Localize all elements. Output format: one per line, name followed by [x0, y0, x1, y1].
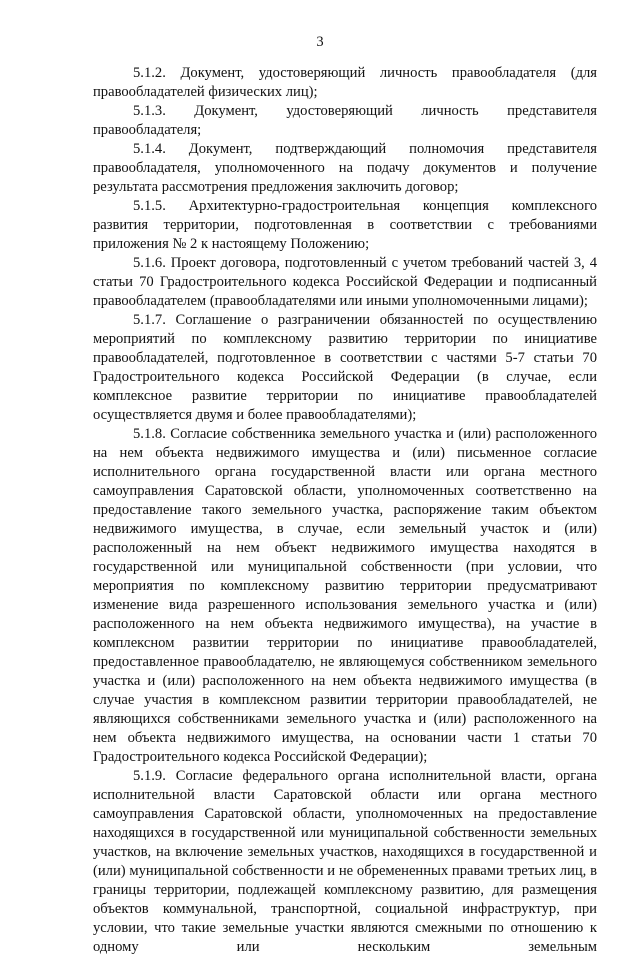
document-body — [93, 64, 597, 957]
paragraph-5-1-7: 5.1.7. Соглашение о разграничении обязанностей по осуществлению мероприятий по комплексному развитию территории по инициативе правообладателей, подготовленное в соответствии с частями 5-7 статьи 70 Градостроительного кодекса Российской Федерации (в случае, если комплексное развитие территории по инициативе правообладателей осуществляется двумя и более правообладателями); — [93, 312, 597, 423]
paragraph-5-1-8: 5.1.8. Согласие собственника земельного участка и (или) расположенного на нем объекта недвижимого имущества и (или) письменное согласие исполнительного органа государственной власти или органа местного самоуправления Саратовской области, уполномоченных соответственно на предоставление такого земельного участка, распоряжение таким объектом недвижимого имущества, в случае, если земельный участок и (или) расположенный на нем объект недвижимого имущества находятся в государственной или муниципальной собственности (при условии, что мероприятия по комплексному развитию территории предусматривают изменение вида разрешенного использования земельного участка и (или) расположенного на нем объекта недвижимого имущества), на участие в комплексном развитии территории по инициативе правообладателей, предоставленное правообладателю, не являющемуся собственником земельного участка и (или) расположенного на нем объекта недвижимого имущества (в случае участия в комплексном развитии территории правообладателей, не являющихся собственниками земельного участка и (или) расположенного на нем объекта недвижимого имущества, на основании части 1 статьи 70 Градостроительного кодекса Российской Федерации); — [93, 426, 597, 765]
paragraph-5-1-2: 5.1.2. Документ, удостоверяющий личность правообладателя (для правообладателей физических лиц); — [93, 65, 597, 100]
paragraph-5-1-4: 5.1.4. Документ, подтверждающий полномочия представителя правообладателя, уполномоченного на подачу документов и получение результата рассмотрения предложения заключить договор; — [93, 141, 597, 195]
paragraph-5-1-6: 5.1.6. Проект договора, подготовленный с учетом требований частей 3, 4 статьи 70 Градостроительного кодекса Российской Федерации и подписанный правообладателем (правообладателями или иными уполномоченными лицами); — [93, 255, 597, 309]
paragraph-5-1-9: 5.1.9. Согласие федерального органа исполнительной власти, органа исполнительной власти Саратовской области или органа местного самоуправления Саратовской области, уполномоченных на предоставление находящихся в государственной или муниципальной собственности земельных участков, на включение земельных участков, находящихся в государственной и (или) муниципальной собственности и не обремененных правами третьих лиц, в границы территории, подлежащей комплексному развитию, для размещения объектов коммунальной, транспортной, социальной инфраструктур, при условии, что такие земельные участки являются смежными по отношению к одному или нескольким земельным — [93, 768, 597, 955]
paragraph-5-1-5: 5.1.5. Архитектурно-градостроительная концепция комплексного развития территории, подготовленная в соответствии с требованиями приложения № 2 к настоящему Положению; — [93, 198, 597, 252]
page-number: 3 — [316, 34, 324, 50]
paragraph-5-1-3: 5.1.3. Документ, удостоверяющий личность представителя правообладателя; — [93, 103, 597, 138]
